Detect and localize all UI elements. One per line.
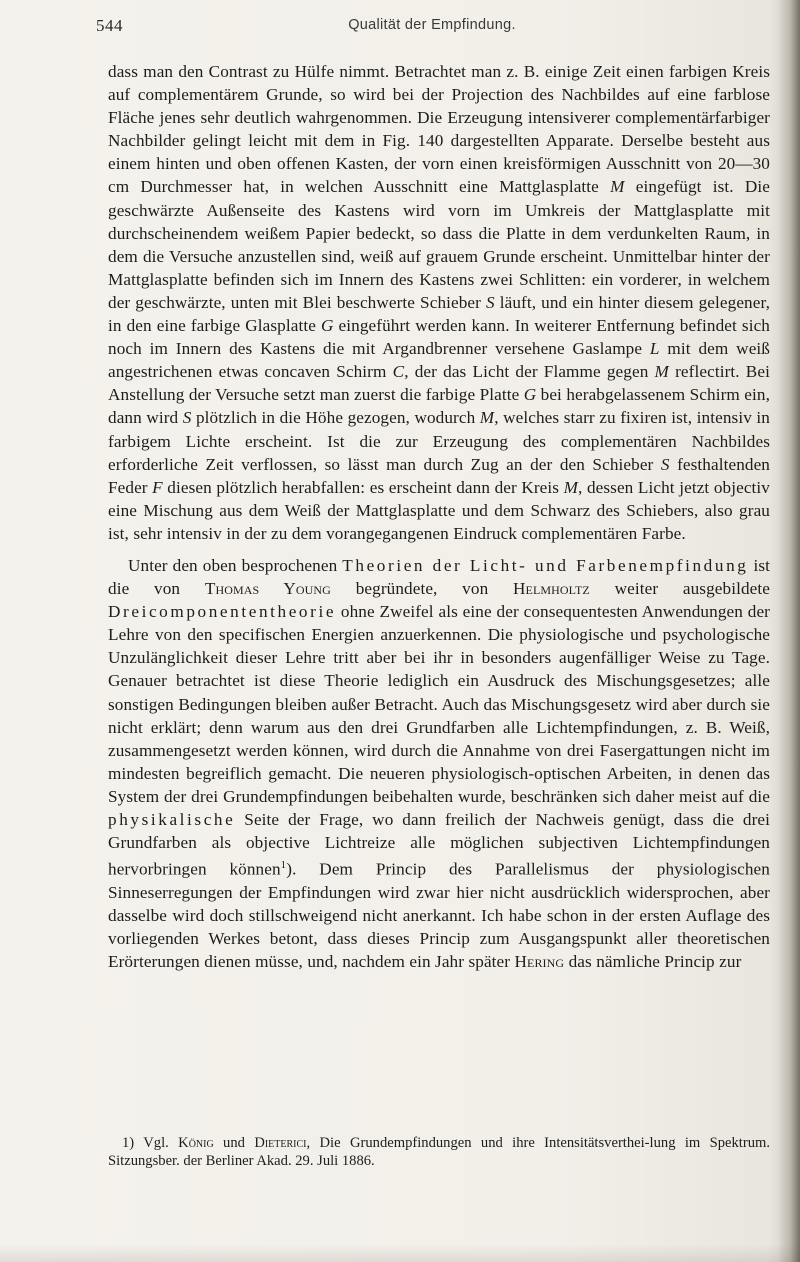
body-text: [108, 60, 770, 973]
text-run: , dessen Licht jetzt objectiv eine Mischung aus dem Weiß der Mattglasplatte und dem Schwarz des Schiebers, also grau ist, sehr intensiv in der zu dem vorangegangenen Eindruck complementären Farbe.: [108, 477, 770, 543]
symbol-L: L: [649, 339, 660, 359]
author-name: Hering: [514, 952, 565, 972]
text-run: das nämliche Princip zur: [564, 952, 742, 972]
symbol-M: M: [654, 362, 669, 382]
text-run: Unter den oben besprochenen: [128, 555, 343, 575]
symbol-G: G: [320, 316, 334, 336]
text-run: ). Dem Princip des Parallelismus der physiologischen Sinneserregungen der Empfindungen wird zwar hier nicht ausdrücklich widersprochen, aber dasselbe wird doch stillschweigend nicht anerkannt. Ich habe schon in der ersten Auflage des vorliegenden Werkes betont, dass dieses Princip zum Ausgangspunkt aller theoretischen Erörterungen dienen müsse, und, nachdem ein Jahr später: [108, 859, 770, 972]
text-run: plötzlich in die Höhe gezogen, wodurch: [191, 408, 480, 428]
spaced-term: physikalische: [108, 810, 236, 829]
text-run: festhaltenden Feder: [108, 454, 771, 497]
page-bottom-shade: [0, 1244, 800, 1262]
text-run: 1) Vgl.: [122, 1135, 179, 1151]
text-run: mit dem weiß angestrichenen etwas concaven Schirm: [108, 339, 770, 382]
symbol-G: G: [523, 385, 537, 405]
author-name: Helmholtz: [513, 579, 590, 599]
symbol-M: M: [610, 177, 625, 197]
spaced-term: Theorien der Licht- und Farbenempfindung: [342, 555, 749, 575]
page-edge-shadow: [778, 0, 800, 1262]
author-name: Dieterici: [254, 1135, 307, 1151]
text-run: und: [213, 1135, 255, 1151]
symbol-S: S: [660, 454, 670, 474]
text-run: reflectirt. Bei Anstellung der Versuche setzt man zuerst die farbige Platte: [108, 362, 770, 405]
paragraph-apparatus: [108, 60, 770, 545]
symbol-M: M: [563, 477, 579, 497]
text-run: eingefügt ist. Die geschwärzte Außenseite des Kastens wird vorn im Umkreis der Mattglasplatte mit durchscheinendem weißem Papier bedeckt, so dass die Platte in dem verdunkelten Raum, in dem die Versuche anzustellen sind, weiß auf grauem Grunde erscheint. Unmittelbar hinter der Mattglasplatte befinden sich im Innern des Kastens zwei Schlitten: ein vorderer, in welchem der geschwärzte, unten mit Blei beschwerte Schieber: [108, 177, 770, 312]
text-run: begründete, von: [330, 579, 513, 599]
text-run: , der das Licht der Flamme gegen: [404, 362, 655, 382]
author-name: Thomas Young: [204, 579, 331, 599]
symbol-F: F: [152, 477, 163, 497]
text-run: bei herabgelassenem Schirm ein, dann wird: [108, 385, 770, 428]
text-run: dass man den Contrast zu Hülfe nimmt. Betrachtet man z. B. einige Zeit einen farbigen Kreis auf complementärem Grunde, so wird bei der Projection des Nachbildes auf eine farblose Fläche jenes sehr deutlich wahrgenommen. Die Erzeugung intensiverer complementärfarbiger Nachbilder gelingt leicht mit dem in Fig. 140 dargestellten Apparate. Derselbe besteht aus einem hinten und oben offenen Kasten, der vorn einen kreisförmigen Ausschnitt von 20—30 cm Durchmesser hat, in welchen Ausschnitt eine Mattglasplatte: [108, 62, 770, 197]
spaced-term: Dreicomponententheorie: [108, 602, 337, 622]
symbol-S: S: [486, 292, 495, 312]
footnote-marker: 1: [280, 859, 287, 872]
text-run: , welches starr zu fixiren ist, intensiv in farbigem Lichte erscheint. Ist die zur Erzeugung des complementären Nachbildes erforderliche Zeit verflossen, so lässt man durch Zug an der den Schieber: [108, 408, 770, 474]
text-run: weiter ausgebildete: [589, 579, 770, 599]
paragraph-theory: [108, 554, 770, 973]
symbol-S: S: [182, 408, 192, 428]
symbol-C: C: [392, 362, 405, 382]
text-run: läuft, und ein hinter diesem gelegener, in den eine farbige Glasplatte: [108, 292, 770, 336]
running-title: Qualität der Empfindung.: [348, 17, 516, 33]
symbol-M: M: [479, 408, 495, 428]
footnote: [108, 1135, 770, 1170]
text-run: eingeführt werden kann. In weiterer Entfernung befindet sich noch im Innern des Kastens die mit Argandbrenner versehene Gaslampe: [108, 316, 770, 359]
page-number: 544: [96, 16, 123, 35]
text-run: ohne Zweifel als eine der consequentesten Anwendungen der Lehre von den specifischen Energien anzuerkennen. Die physiologische und psychologische Unzulänglichkeit dieser Lehre tritt aber bei ihr in besonders augenfälliger Weise zu Tage. Genauer betrachtet ist diese Theorie lediglich ein Ausdruck des Mischungsgesetzes; alle sonstigen Bedingungen bleiben außer Betracht. Auch das Mischungsgesetz wird aber durch sie nicht erklärt; denn warum aus den drei Grundfarben alle Lichtempfindungen, z. B. Weiß, zusammengesetzt werden können, wird durch die Annahme von drei Fasergattungen nicht im mindesten begreiflich gemacht. Die neueren physiologisch-optischen Arbeiten, in denen das System der drei Grundempfindungen beibehalten wurde, beschränken sich daher meist auf die: [108, 602, 770, 806]
author-name: König: [178, 1135, 214, 1151]
text-run: diesen plötzlich herabfallen: es erscheint dann der Kreis: [162, 477, 564, 497]
text-run: Seite der Frage, wo dann freilich der Nachweis genügt, dass die drei Grundfarben als objective Lichtreize alle möglichen subjectiven Lichtempfindungen hervorbringen können: [108, 810, 770, 879]
page-header: [96, 16, 768, 42]
text-run: ist die von: [108, 555, 770, 599]
text-run: , Die Grundempfindungen und ihre Intensitätsverthei-lung im Spektrum. Sitzungsber. der Berliner Akad. 29. Juli 1886.: [108, 1135, 771, 1169]
